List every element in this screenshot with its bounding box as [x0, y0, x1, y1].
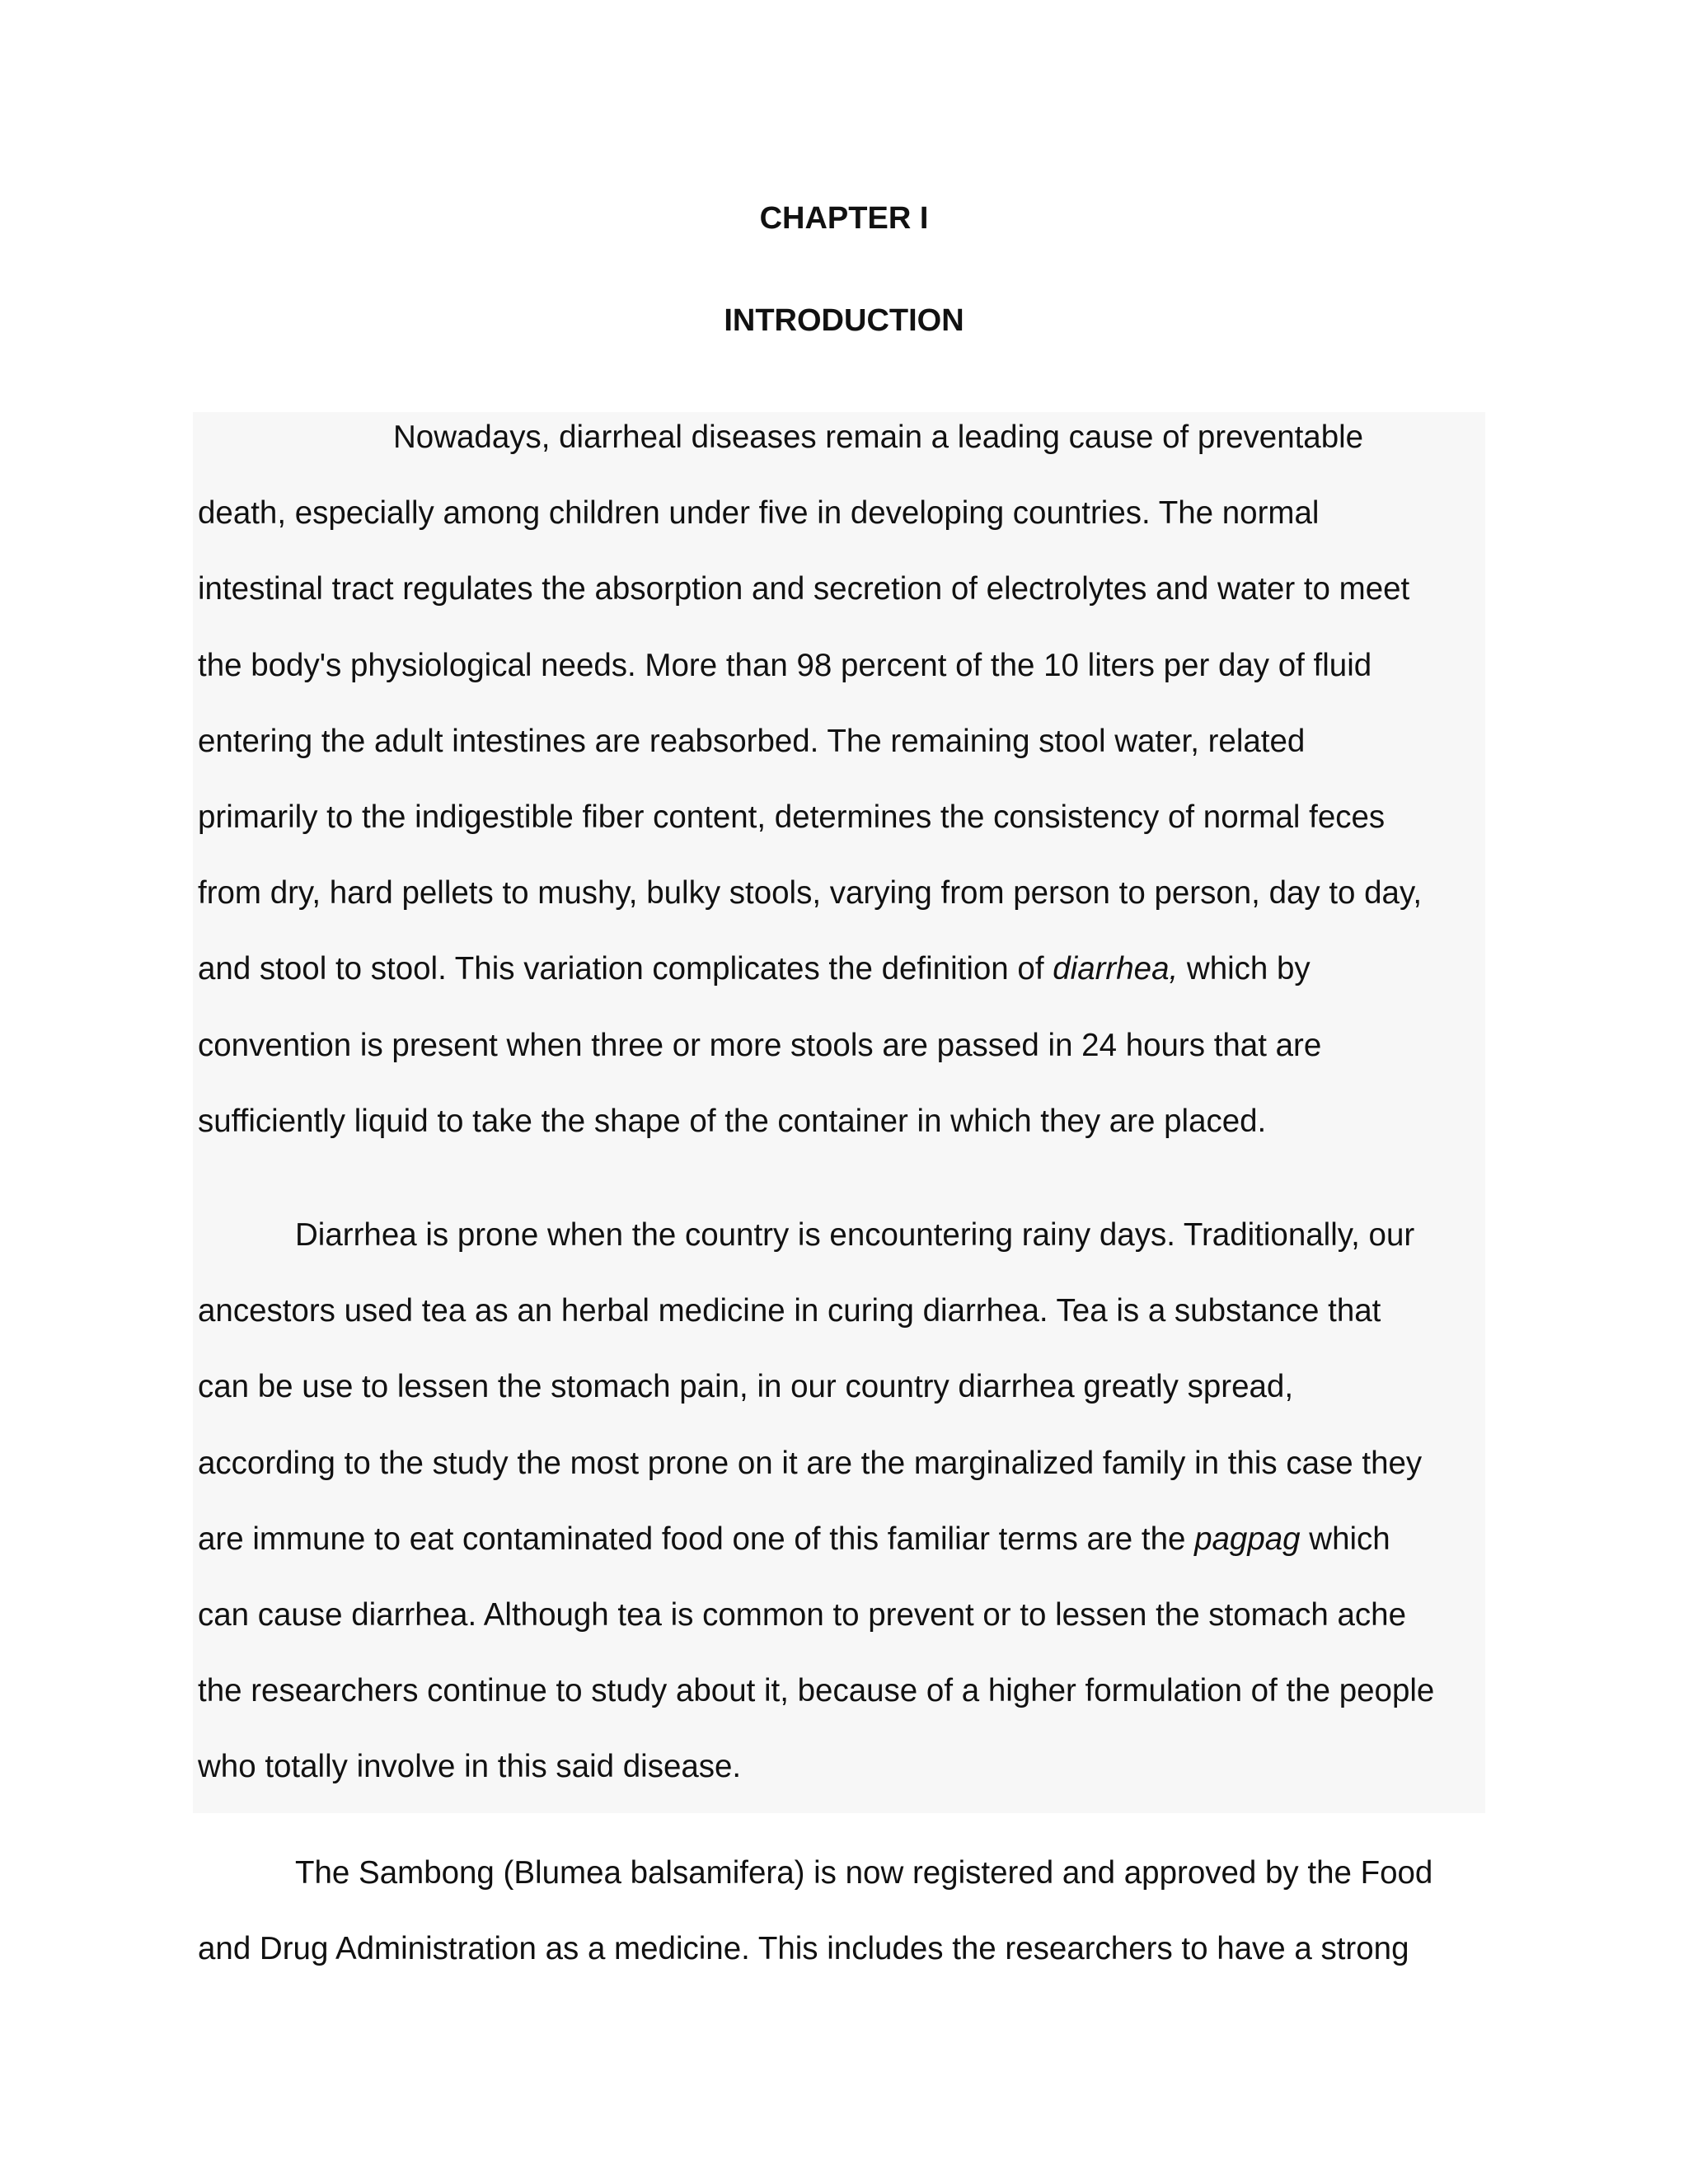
line-text: which by — [1186, 951, 1311, 987]
paragraph-line: according to the study the most prone on it are the marginalized family in this case they — [198, 1445, 1423, 1481]
paragraph-line: convention is present when three or more stools are passed in 24 hours that are — [198, 1027, 1322, 1063]
paragraph-line — [198, 1502, 1484, 1577]
paragraph-line: death, especially among children under five in developing countries. The normal — [198, 495, 1320, 532]
paragraph-line: who totally involve in this said disease. — [198, 1749, 742, 1785]
line-text: which — [1309, 1521, 1390, 1557]
paragraph-line: primarily to the indigestible fiber content, determines the consistency of normal feces — [198, 799, 1386, 835]
paragraph-line: ancestors used tea as an herbal medicine in curing diarrhea. Tea is a substance that — [198, 1293, 1381, 1329]
paragraph-line: and Drug Administration as a medicine. This includes the researchers to have a strong — [198, 1931, 1409, 1967]
italic-term: diarrhea, — [1053, 951, 1179, 987]
paragraph-line: from dry, hard pellets to mushy, bulky stools, varying from person to person, day to day, — [198, 875, 1423, 912]
paragraph-line: can be use to lessen the stomach pain, in our country diarrhea greatly spread, — [198, 1369, 1294, 1405]
line-text: and stool to stool. This variation complicates the definition of — [198, 951, 1044, 987]
chapter-heading: CHAPTER I — [759, 201, 929, 236]
paragraph-3 — [198, 1835, 1484, 1987]
paragraph-line: intestinal tract regulates the absorption and secretion of electrolytes and water to meet — [198, 571, 1410, 607]
paragraph-line — [198, 931, 1484, 1007]
paragraph-line: Diarrhea is prone when the country is encountering rainy days. Traditionally, our — [295, 1217, 1415, 1253]
paragraph-2 — [198, 1197, 1484, 1806]
paragraph-line: the researchers continue to study about it, because of a higher formulation of the people — [198, 1673, 1435, 1709]
italic-term: pagpag — [1194, 1521, 1301, 1557]
paragraph-line: sufficiently liquid to take the shape of the container in which they are placed. — [198, 1103, 1267, 1139]
paragraph-line: entering the adult intestines are reabsorbed. The remaining stool water, related — [198, 723, 1306, 759]
paragraph-1 — [198, 400, 1484, 1160]
paragraph-line: the body's physiological needs. More than 98 percent of the 10 liters per day of fluid — [198, 647, 1372, 683]
section-heading: INTRODUCTION — [724, 303, 964, 338]
paragraph-line: can cause diarrhea. Although tea is common to prevent or to lessen the stomach ache — [198, 1596, 1406, 1633]
paragraph-line: The Sambong (Blumea balsamifera) is now registered and approved by the Food — [295, 1855, 1433, 1891]
line-text: are immune to eat contaminated food one of this familiar terms are the — [198, 1521, 1186, 1557]
paragraph-line: Nowadays, diarrheal diseases remain a leading cause of preventable — [393, 419, 1364, 455]
